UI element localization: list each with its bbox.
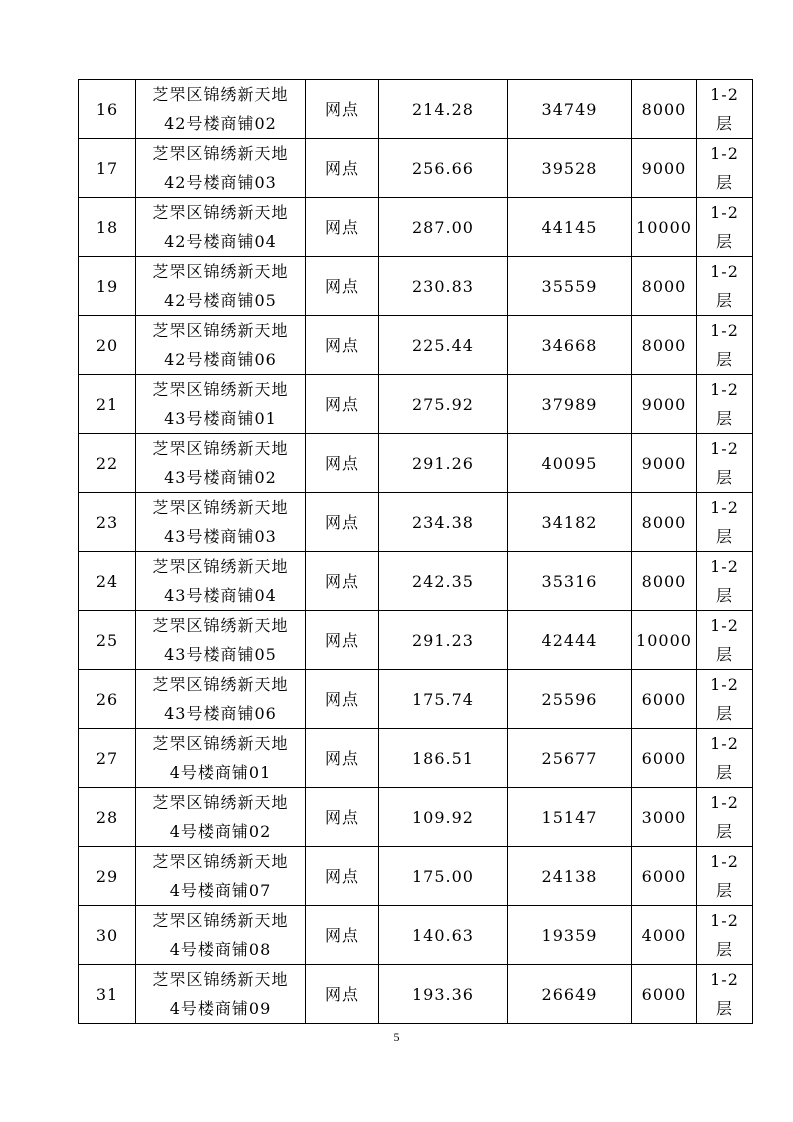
type-cell: [306, 788, 379, 847]
row-number-cell: [79, 965, 136, 1024]
price-value: 26649: [541, 984, 598, 1004]
address-cell: [136, 729, 306, 788]
address-cell: [136, 316, 306, 375]
row-number-cell: [79, 316, 136, 375]
table-row: [79, 552, 753, 611]
address-line-2: 43号楼商铺05: [164, 645, 277, 664]
property-type: 网点: [324, 866, 359, 886]
floor-cell: [697, 257, 753, 316]
floor-unit: 层: [715, 822, 733, 841]
table-row: [79, 80, 753, 139]
address-line-1: 芝罘区锦绣新天地: [152, 970, 289, 989]
floor-cell: [697, 788, 753, 847]
floor-cell: [697, 906, 753, 965]
address-line-2: 4号楼商铺09: [169, 999, 272, 1018]
price-value: 37989: [541, 394, 598, 414]
price-cell: [508, 965, 632, 1024]
floor-cell: [697, 670, 753, 729]
type-cell: [306, 552, 379, 611]
price-value: 19359: [541, 925, 598, 945]
table-row: [79, 729, 753, 788]
area-value: 287.00: [412, 217, 474, 237]
row-number-cell: [79, 552, 136, 611]
table-row: [79, 198, 753, 257]
floor-cell: [697, 965, 753, 1024]
address-line-2: 43号楼商铺02: [164, 468, 277, 487]
row-number: 17: [95, 158, 119, 178]
price-value: 34668: [541, 335, 598, 355]
address-line-2: 43号楼商铺04: [164, 586, 277, 605]
deposit-cell: [632, 139, 697, 198]
property-type: 网点: [324, 276, 359, 296]
row-number: 22: [95, 453, 119, 473]
address-line-2: 43号楼商铺03: [164, 527, 277, 546]
address-cell: [136, 139, 306, 198]
floor-unit: 层: [715, 704, 733, 723]
address-cell: [136, 670, 306, 729]
address-cell: [136, 434, 306, 493]
floor-cell: [697, 316, 753, 375]
price-cell: [508, 552, 632, 611]
deposit-cell: [632, 257, 697, 316]
area-cell: [379, 906, 508, 965]
deposit-value: 6000: [641, 689, 687, 709]
row-number-cell: [79, 670, 136, 729]
table-body: [79, 80, 753, 1024]
deposit-cell: [632, 788, 697, 847]
property-type: 网点: [324, 748, 359, 768]
deposit-value: 9000: [641, 158, 687, 178]
price-cell: [508, 198, 632, 257]
floor-cell: [697, 552, 753, 611]
row-number-cell: [79, 788, 136, 847]
property-type: 网点: [324, 512, 359, 532]
address-line-2: 4号楼商铺07: [169, 881, 272, 900]
area-cell: [379, 493, 508, 552]
price-value: 42444: [541, 630, 598, 650]
property-type: 网点: [324, 630, 359, 650]
area-cell: [379, 670, 508, 729]
address-line-1: 芝罘区锦绣新天地: [152, 85, 289, 104]
address-line-2: 42号楼商铺06: [164, 350, 277, 369]
table-row: [79, 611, 753, 670]
area-value: 291.23: [412, 630, 474, 650]
price-cell: [508, 434, 632, 493]
area-value: 291.26: [412, 453, 474, 473]
row-number: 23: [95, 512, 119, 532]
deposit-value: 6000: [641, 984, 687, 1004]
price-value: 44145: [541, 217, 598, 237]
floor-cell: [697, 493, 753, 552]
row-number: 19: [95, 276, 119, 296]
type-cell: [306, 257, 379, 316]
area-value: 175.00: [412, 866, 474, 886]
table-row: [79, 670, 753, 729]
area-value: 230.83: [412, 276, 474, 296]
type-cell: [306, 198, 379, 257]
area-cell: [379, 80, 508, 139]
floor-unit: 层: [715, 586, 733, 605]
address-cell: [136, 493, 306, 552]
row-number-cell: [79, 198, 136, 257]
address-cell: [136, 906, 306, 965]
deposit-cell: [632, 670, 697, 729]
address-line-2: 4号楼商铺01: [169, 763, 272, 782]
floor-range: 1-2: [710, 321, 739, 340]
floor-cell: [697, 611, 753, 670]
address-line-1: 芝罘区锦绣新天地: [152, 144, 289, 163]
table-row: [79, 493, 753, 552]
table-row: [79, 434, 753, 493]
area-cell: [379, 729, 508, 788]
price-value: 34749: [541, 99, 598, 119]
address-cell: [136, 611, 306, 670]
row-number-cell: [79, 434, 136, 493]
type-cell: [306, 139, 379, 198]
type-cell: [306, 670, 379, 729]
deposit-cell: [632, 611, 697, 670]
floor-range: 1-2: [710, 144, 739, 163]
floor-unit: 层: [715, 291, 733, 310]
address-cell: [136, 788, 306, 847]
type-cell: [306, 316, 379, 375]
floor-range: 1-2: [710, 852, 739, 871]
floor-range: 1-2: [710, 793, 739, 812]
floor-range: 1-2: [710, 439, 739, 458]
deposit-cell: [632, 198, 697, 257]
floor-range: 1-2: [710, 557, 739, 576]
area-cell: [379, 198, 508, 257]
price-value: 25677: [541, 748, 598, 768]
floor-range: 1-2: [710, 262, 739, 281]
property-type: 网点: [324, 99, 359, 119]
area-value: 175.74: [412, 689, 474, 709]
floor-unit: 层: [715, 232, 733, 251]
property-type: 网点: [324, 984, 359, 1004]
address-line-1: 芝罘区锦绣新天地: [152, 793, 289, 812]
row-number: 29: [95, 866, 119, 886]
property-type: 网点: [324, 394, 359, 414]
area-value: 234.38: [412, 512, 474, 532]
floor-range: 1-2: [710, 734, 739, 753]
address-cell: [136, 847, 306, 906]
floor-unit: 层: [715, 114, 733, 133]
area-cell: [379, 552, 508, 611]
address-line-1: 芝罘区锦绣新天地: [152, 557, 289, 576]
deposit-cell: [632, 493, 697, 552]
property-type: 网点: [324, 217, 359, 237]
table-row: [79, 847, 753, 906]
deposit-value: 10000: [636, 217, 692, 237]
floor-unit: 层: [715, 940, 733, 959]
floor-range: 1-2: [710, 616, 739, 635]
address-line-1: 芝罘区锦绣新天地: [152, 439, 289, 458]
row-number: 28: [95, 807, 119, 827]
price-value: 39528: [541, 158, 598, 178]
area-value: 225.44: [412, 335, 474, 355]
price-value: 35559: [541, 276, 598, 296]
address-line-2: 4号楼商铺02: [169, 822, 272, 841]
deposit-cell: [632, 965, 697, 1024]
price-cell: [508, 493, 632, 552]
price-cell: [508, 80, 632, 139]
address-line-2: 4号楼商铺08: [169, 940, 272, 959]
table-row: [79, 257, 753, 316]
row-number: 31: [95, 984, 119, 1004]
price-cell: [508, 611, 632, 670]
deposit-cell: [632, 906, 697, 965]
table-row: [79, 139, 753, 198]
address-line-1: 芝罘区锦绣新天地: [152, 734, 289, 753]
area-cell: [379, 611, 508, 670]
deposit-value: 9000: [641, 453, 687, 473]
property-type: 网点: [324, 571, 359, 591]
area-cell: [379, 965, 508, 1024]
type-cell: [306, 729, 379, 788]
floor-unit: 层: [715, 645, 733, 664]
price-value: 34182: [541, 512, 598, 532]
floor-cell: [697, 434, 753, 493]
deposit-value: 8000: [641, 99, 687, 119]
address-line-2: 42号楼商铺03: [164, 173, 277, 192]
row-number: 27: [95, 748, 119, 768]
address-cell: [136, 80, 306, 139]
area-cell: [379, 434, 508, 493]
address-line-2: 43号楼商铺06: [164, 704, 277, 723]
floor-cell: [697, 139, 753, 198]
row-number: 20: [95, 335, 119, 355]
address-line-1: 芝罘区锦绣新天地: [152, 498, 289, 517]
type-cell: [306, 375, 379, 434]
address-cell: [136, 965, 306, 1024]
area-cell: [379, 139, 508, 198]
area-value: 109.92: [412, 807, 474, 827]
floor-range: 1-2: [710, 380, 739, 399]
price-cell: [508, 257, 632, 316]
address-line-1: 芝罘区锦绣新天地: [152, 852, 289, 871]
property-type: 网点: [324, 925, 359, 945]
area-value: 214.28: [412, 99, 474, 119]
area-value: 256.66: [412, 158, 474, 178]
price-value: 25596: [541, 689, 598, 709]
price-cell: [508, 375, 632, 434]
floor-unit: 层: [715, 468, 733, 487]
row-number: 16: [95, 99, 119, 119]
area-value: 193.36: [412, 984, 474, 1004]
deposit-cell: [632, 316, 697, 375]
price-cell: [508, 670, 632, 729]
floor-unit: 层: [715, 763, 733, 782]
area-cell: [379, 788, 508, 847]
price-cell: [508, 906, 632, 965]
table-row: [79, 375, 753, 434]
deposit-cell: [632, 434, 697, 493]
price-cell: [508, 847, 632, 906]
floor-range: 1-2: [710, 498, 739, 517]
address-line-2: 43号楼商铺01: [164, 409, 277, 428]
area-cell: [379, 316, 508, 375]
table-row: [79, 906, 753, 965]
price-cell: [508, 729, 632, 788]
area-value: 242.35: [412, 571, 474, 591]
property-type: 网点: [324, 689, 359, 709]
price-value: 15147: [541, 807, 598, 827]
page-number: 5: [393, 1030, 400, 1044]
address-cell: [136, 257, 306, 316]
type-cell: [306, 80, 379, 139]
deposit-value: 8000: [641, 276, 687, 296]
property-listing-table: [78, 79, 753, 1024]
deposit-value: 3000: [641, 807, 687, 827]
floor-unit: 层: [715, 350, 733, 369]
floor-range: 1-2: [710, 675, 739, 694]
deposit-value: 4000: [641, 925, 687, 945]
area-value: 275.92: [412, 394, 474, 414]
address-cell: [136, 198, 306, 257]
type-cell: [306, 847, 379, 906]
floor-unit: 层: [715, 881, 733, 900]
row-number-cell: [79, 375, 136, 434]
floor-range: 1-2: [710, 85, 739, 104]
floor-range: 1-2: [710, 970, 739, 989]
property-type: 网点: [324, 158, 359, 178]
floor-cell: [697, 375, 753, 434]
row-number-cell: [79, 847, 136, 906]
address-line-1: 芝罘区锦绣新天地: [152, 380, 289, 399]
deposit-cell: [632, 552, 697, 611]
floor-cell: [697, 198, 753, 257]
deposit-value: 10000: [636, 630, 692, 650]
address-line-1: 芝罘区锦绣新天地: [152, 616, 289, 635]
type-cell: [306, 434, 379, 493]
row-number: 26: [95, 689, 119, 709]
area-value: 186.51: [412, 748, 474, 768]
row-number-cell: [79, 906, 136, 965]
area-value: 140.63: [412, 925, 474, 945]
floor-cell: [697, 847, 753, 906]
floor-cell: [697, 80, 753, 139]
row-number-cell: [79, 80, 136, 139]
address-cell: [136, 375, 306, 434]
address-line-2: 42号楼商铺04: [164, 232, 277, 251]
row-number-cell: [79, 493, 136, 552]
area-cell: [379, 847, 508, 906]
floor-cell: [697, 729, 753, 788]
row-number: 25: [95, 630, 119, 650]
address-line-2: 42号楼商铺05: [164, 291, 277, 310]
deposit-cell: [632, 847, 697, 906]
deposit-value: 8000: [641, 571, 687, 591]
floor-unit: 层: [715, 999, 733, 1018]
address-line-1: 芝罘区锦绣新天地: [152, 675, 289, 694]
row-number-cell: [79, 611, 136, 670]
deposit-value: 8000: [641, 512, 687, 532]
row-number-cell: [79, 729, 136, 788]
address-line-2: 42号楼商铺02: [164, 114, 277, 133]
table-row: [79, 316, 753, 375]
deposit-value: 8000: [641, 335, 687, 355]
row-number: 30: [95, 925, 119, 945]
floor-unit: 层: [715, 527, 733, 546]
floor-range: 1-2: [710, 203, 739, 222]
deposit-value: 9000: [641, 394, 687, 414]
deposit-cell: [632, 729, 697, 788]
row-number: 18: [95, 217, 119, 237]
price-value: 35316: [541, 571, 598, 591]
floor-unit: 层: [715, 173, 733, 192]
price-cell: [508, 316, 632, 375]
address-cell: [136, 552, 306, 611]
price-cell: [508, 139, 632, 198]
deposit-cell: [632, 375, 697, 434]
type-cell: [306, 906, 379, 965]
table-row: [79, 788, 753, 847]
address-line-1: 芝罘区锦绣新天地: [152, 203, 289, 222]
row-number-cell: [79, 139, 136, 198]
floor-range: 1-2: [710, 911, 739, 930]
floor-unit: 层: [715, 409, 733, 428]
address-line-1: 芝罘区锦绣新天地: [152, 262, 289, 281]
row-number-cell: [79, 257, 136, 316]
property-type: 网点: [324, 807, 359, 827]
table-row: [79, 965, 753, 1024]
price-cell: [508, 788, 632, 847]
property-type: 网点: [324, 335, 359, 355]
address-line-1: 芝罘区锦绣新天地: [152, 321, 289, 340]
row-number: 21: [95, 394, 119, 414]
address-line-1: 芝罘区锦绣新天地: [152, 911, 289, 930]
deposit-value: 6000: [641, 748, 687, 768]
type-cell: [306, 493, 379, 552]
deposit-cell: [632, 80, 697, 139]
price-value: 24138: [541, 866, 598, 886]
property-type: 网点: [324, 453, 359, 473]
type-cell: [306, 965, 379, 1024]
deposit-value: 6000: [641, 866, 687, 886]
area-cell: [379, 375, 508, 434]
area-cell: [379, 257, 508, 316]
row-number: 24: [95, 571, 119, 591]
type-cell: [306, 611, 379, 670]
price-value: 40095: [541, 453, 598, 473]
